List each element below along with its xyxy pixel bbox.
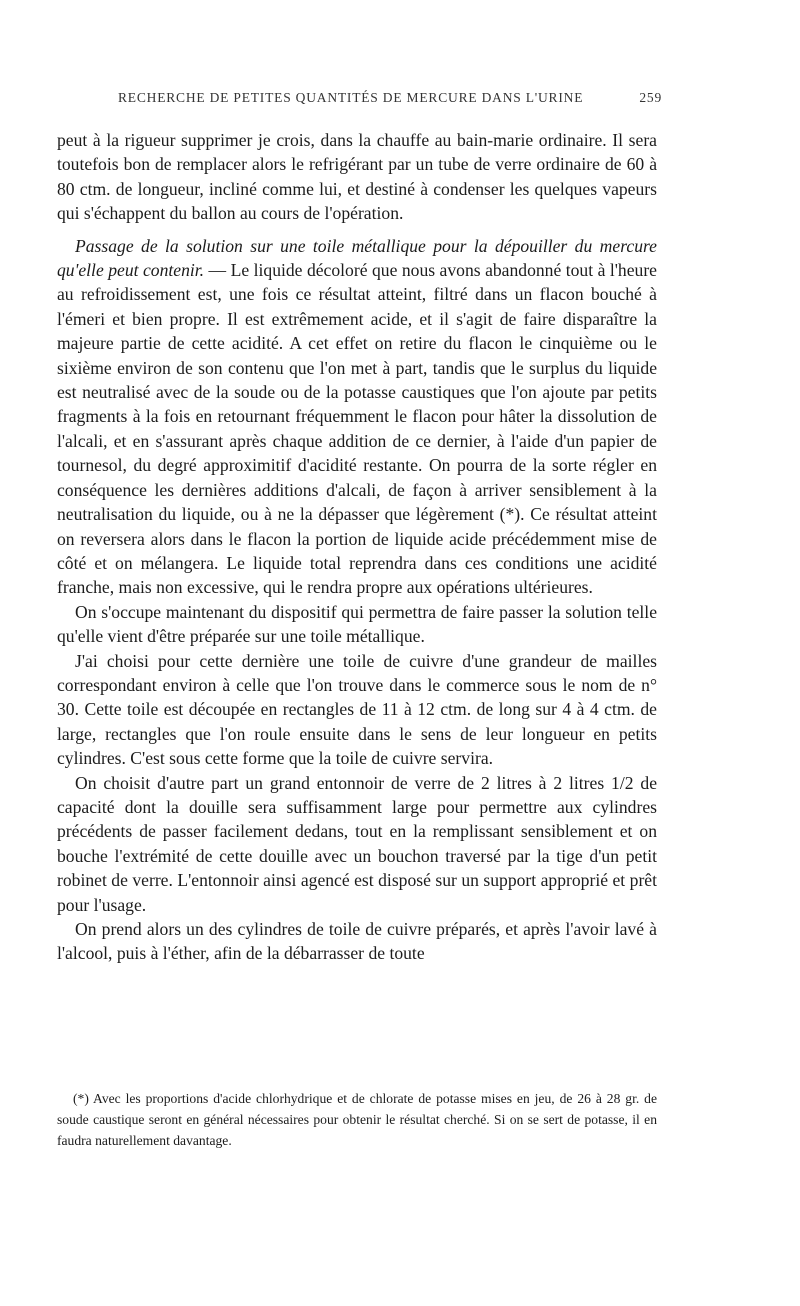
paragraph-4: J'ai choisi pour cette dernière une toile de cuivre d'une grandeur de mailles correspondant environ à celle que l'on trouve dans le commerce sous le nom de n° 30. Cette toile est découpée en rectangles de 11 à 12 ctm. de long sur 4 à 4 ctm. de large, rectangles que l'on roule ensuite dans le sens de leur longueur en petits cylindres. C'est sous cette forme que la toile de cuivre servira. bbox=[57, 650, 657, 769]
paragraph-3: On s'occupe maintenant du dispositif qui permettra de faire passer la solution telle qu'elle vient d'être préparée sur une toile métallique. bbox=[57, 601, 657, 647]
body-text bbox=[57, 128, 657, 966]
paragraph-1: peut à la rigueur supprimer je crois, dans la chauffe au bain-marie ordinaire. Il sera toutefois bon de remplacer alors le refrigérant par un tube de verre ordinaire de 60 à 80 ctm. de longueur, incliné comme lui, et destiné à condenser les quelques vapeurs qui s'échappent du ballon au cours de l'opération. bbox=[57, 130, 657, 224]
page-number: 259 bbox=[639, 90, 662, 105]
paragraph-2-text: — Le liquide décoloré que nous avons abandonné tout à l'heure au refroidissement est, une fois ce résultat atteint, filtré dans un flacon bouché à l'émeri et bien propre. Il est extrêmement acide, et il s'agit de faire disparaître la majeure partie de cette acidité. A cet effet on retire du flacon le cinquième ou le sixième environ de son contenu que l'on met à part, tandis que le surplus du liquide est neutralisé avec de la soude ou de la potasse caustiques que l'on ajoute par petits fragments à la fois en retournant fréquemment le flacon pour hâter la dissolution de l'alcali, et en s'assurant après chaque addition de ce dernier, à l'aide d'un papier de tournesol, du degré approximitif d'acidité restante. On pourra de la sorte régler en conséquence les dernières additions d'alcali, de façon à arriver sensiblement à la neutralisation du liquide, ou à ne la dépasser que légèrement (*). Ce résultat atteint on reversera alors dans le flacon la portion de liquide acide précédemment mise de côté et on mélangera. Le liquide total reprendra dans ces conditions une acidité franche, mais non excessive, qui le rendra propre aux opérations ultérieures. bbox=[57, 260, 657, 598]
running-head bbox=[118, 90, 662, 106]
footnote-text: (*) Avec les proportions d'acide chlorhydrique et de chlorate de potasse mises en jeu, de 26 à 28 gr. de soude caustique seront en général nécessaires pour obtenir le résultat cherché. Si on se sert de potasse, il en faudra naturellement davantage. bbox=[57, 1091, 657, 1148]
footnote bbox=[57, 1088, 657, 1151]
paragraph-5: On choisit d'autre part un grand entonnoir de verre de 2 litres à 2 litres 1/2 de capacité dont la douille sera suffisamment large pour permettre aux cylindres précédents de passer facilement dedans, tout en la remplissant sensiblement et on bouche l'extrémité de cette douille avec un bouchon traversé par la tige d'un petit robinet de verre. L'entonnoir ainsi agencé est disposé sur un support approprié et prêt pour l'usage. bbox=[57, 772, 657, 915]
section-heading: Passage de la solution sur une toile métallique pour la dépouiller du mercure qu'elle peut contenir. bbox=[57, 235, 657, 281]
paragraph-6: On prend alors un des cylindres de toile de cuivre préparés, et après l'avoir lavé à l'alcool, puis à l'éther, afin de la débarrasser de toute bbox=[57, 919, 657, 964]
running-title: RECHERCHE DE PETITES QUANTITÉS DE MERCURE DANS L'URINE bbox=[118, 90, 584, 105]
paragraph-2 bbox=[57, 234, 657, 600]
